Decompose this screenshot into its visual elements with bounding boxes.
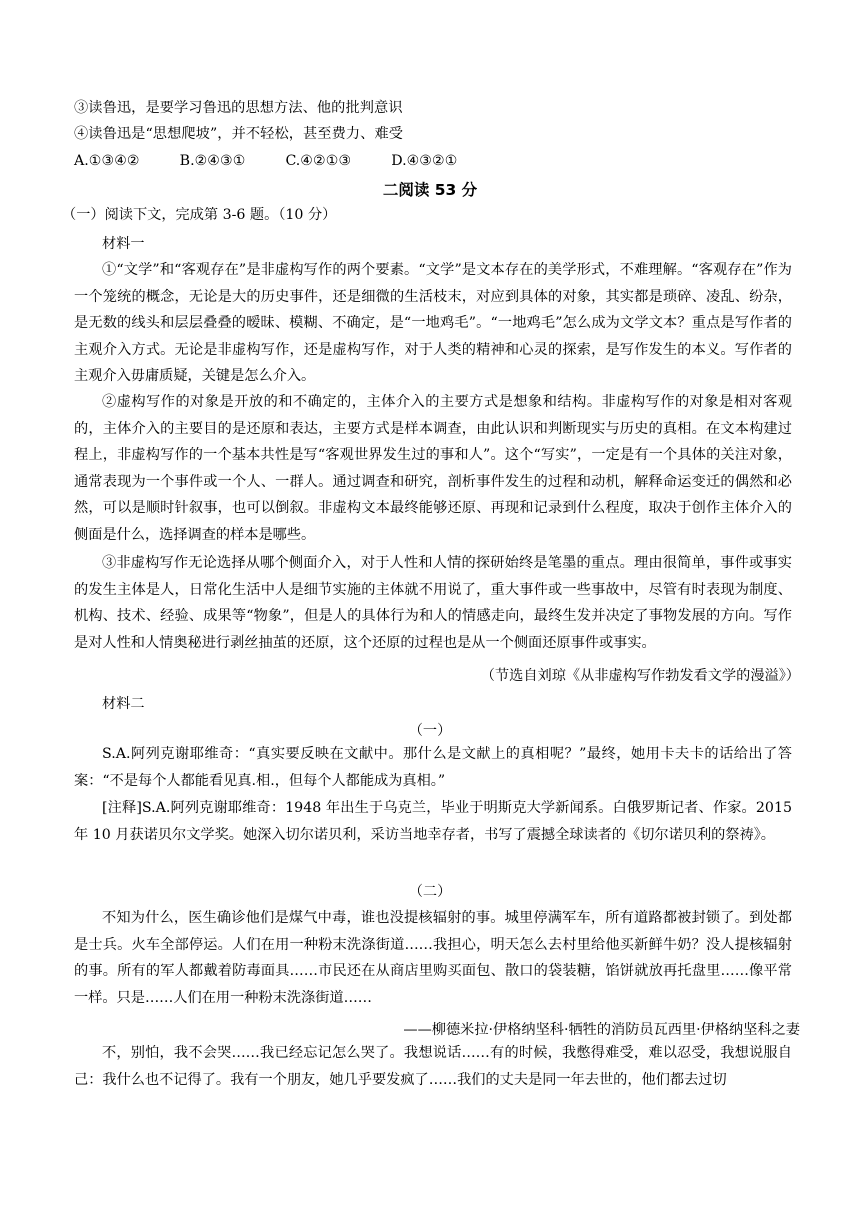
material1-source: （节选自刘琼《从非虚构写作勃发看文学的漫溢》） [480, 668, 800, 684]
material2-part2-attribution: ——柳德米拉·伊格纳坚科·牺牲的消防员瓦西里·伊格纳坚科之妻 [403, 1022, 800, 1038]
section-title: 二阅读 53 分 [382, 181, 478, 199]
material2-part1-note: [注释]S.A.阿列克谢耶维奇：1948 年出生于乌克兰，毕业于明斯克大学新闻系。白俄罗斯记者、作家。2015 年 10 月获诺贝尔文学奖。她深入切尔诺贝利，采访当地幸存者，书写了震撼全球读者的《切尔诺贝利的祭祷》。 [74, 800, 792, 843]
answer-options [74, 151, 497, 171]
material2-part1-paragraph: S.A.阿列克谢耶维奇：“真实要反映在文献中。那什么是文献上的真相呢？”最终，她用卡夫卡的话给出了答案：“不是每个人都能看见真.相.，但每个人都能成为真相。” [74, 746, 792, 789]
material1-paragraph-3: ③非虚构写作无论选择从哪个侧面介入，对于人性和人情的探研始终是笔墨的重点。理由很简单，事件或事实的发生主体是人，日常化生活中人是细节实施的主体就不用说了，重大事件或一些事故中，尽管有时表现为制度、机构、技术、经验、成果等“物象”，但是人的具体行为和人的情感走向，最终生发并决定了事物发展的方向。写作是对人性和人情奥秘进行剥丝抽茧的还原，这个还原的过程也是从一个侧面还原事件或事实。 [74, 555, 792, 651]
answer-option-b: B.②④③① [179, 153, 246, 169]
material1-label: 材料一 [102, 236, 145, 252]
material1-paragraph-2: ②虚构写作的对象是开放的和不确定的，主体介入的主要方式是想象和结构。非虚构写作的对象是相对客观的，主体介入的主要目的是还原和表达，主要方式是样本调查，由此认识和判断现实与历史的真相。在文本构建过程上，非虚构写作的一个基本共性是写“客观世界发生过的事和人”。这个“写实”，一定是有一个具体的关注对象，通常表现为一个事件或一个人、一群人。通过调查和研究，剖析事件发生的过程和动机，解释命运变迁的偶然和必然，可以是顺时针叙事，也可以倒叙。非虚构文本最终能够还原、再现和记录到什么程度，取决于创作主体介入的侧面是什么，选择调查的样本是哪些。 [74, 394, 792, 543]
option-statement-4: ④读鲁迅是“思想爬坡”，并不轻松，甚至费力、难受 [74, 126, 404, 142]
material2-part2-heading: （二） [408, 884, 452, 900]
material2-part2-paragraph-1: 不知为什么，医生确诊他们是煤气中毒，谁也没提核辐射的事。城里停满军车，所有道路都被封锁了。到处都是士兵。火车全部停运。人们在用一种粉末洗涤街道……我担心，明天怎么去村里给他买新鲜牛奶？没人提核辐射的事。所有的军人都戴着防毒面具……市民还在从商店里购买面包、散口的袋装糖，馅饼就放再托盘里……像平常一样。只是……人们在用一种粉末洗涤街道…… [74, 910, 792, 1006]
answer-option-a: A.①③④② [74, 153, 140, 169]
option-statement-3: ③读鲁迅，是要学习鲁迅的思想方法、他的批判意识 [74, 100, 403, 116]
answer-option-c: C.④②①③ [285, 153, 352, 169]
answer-option-d: D.④③②① [391, 153, 458, 169]
task-instruction: （一）阅读下文，完成第 3-6 题。（10 分） [62, 207, 337, 223]
material2-part1-heading: （一） [408, 723, 452, 739]
material2-part2-paragraph-2: 不，别怕，我不会哭……我已经忘记怎么哭了。我想说话……有的时候，我憋得难受，难以忍受，我想说服自己：我什么也不记得了。我有一个朋友，她几乎要发疯了……我们的丈夫是同一年去世的，他们都去过切 [74, 1045, 792, 1088]
material2-label: 材料二 [102, 696, 145, 712]
material1-paragraph-1: ①“文学”和“客观存在”是非虚构写作的两个要素。“文学”是文本存在的美学形式，不难理解。“客观存在”作为一个笼统的概念，无论是大的历史事件，还是细微的生活枝末，对应到具体的对象，其实都是琐碎、凌乱、纷杂，是无数的线头和层层叠叠的暧昧、模糊、不确定，是“一地鸡毛”。“一地鸡毛”怎么成为文学文本？重点是写作者的主观介入方式。无论是非虚构写作，还是虚构写作，对于人类的精神和心灵的探索，是写作发生的本义。写作者的主观介入毋庸质疑，关键是怎么介入。 [74, 262, 792, 384]
